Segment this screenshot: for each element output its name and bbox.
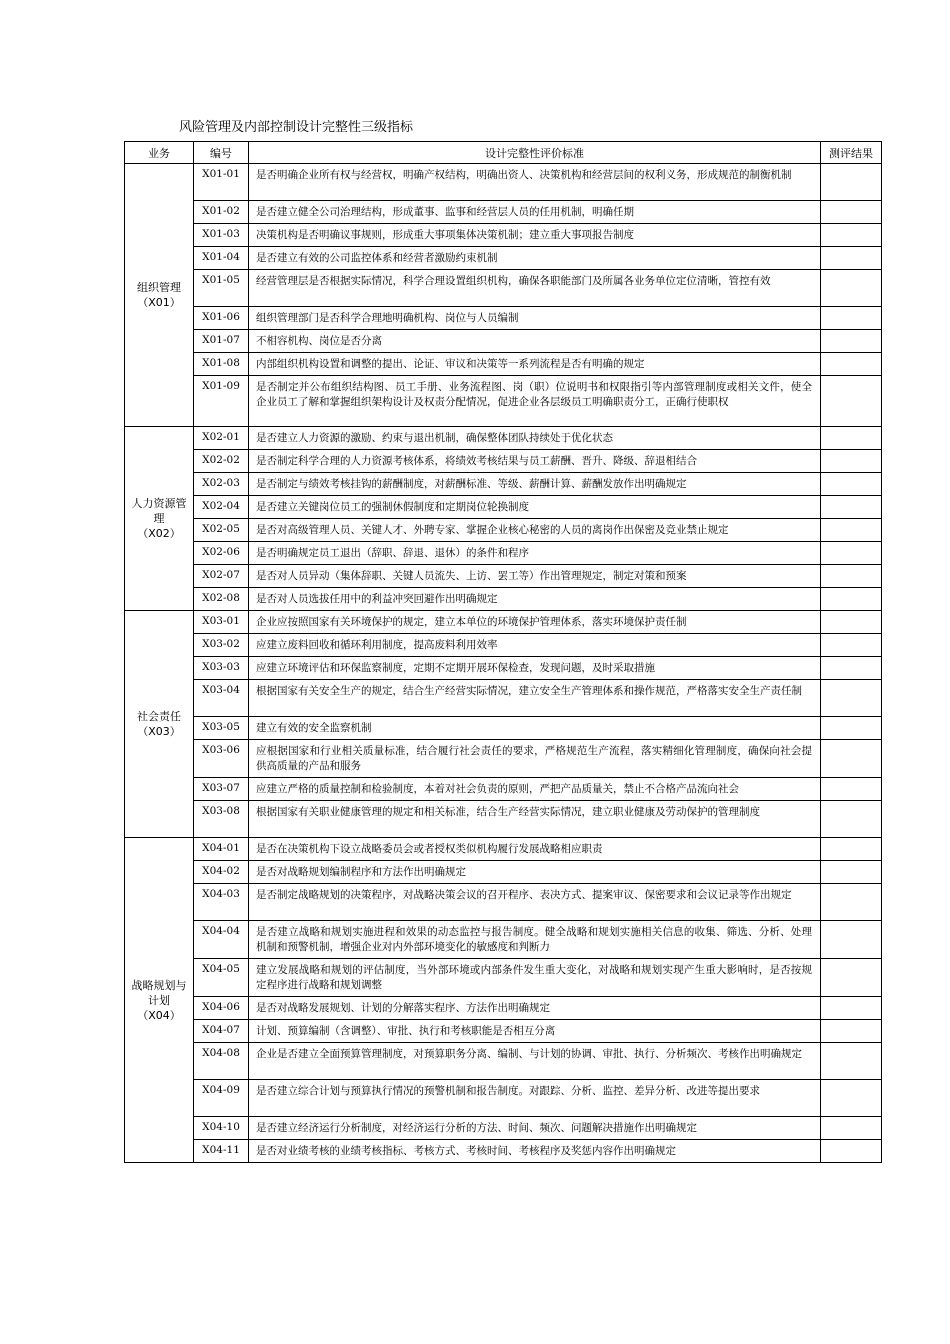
result-cell[interactable] xyxy=(821,307,882,330)
business-name: 战略规划与计划 xyxy=(131,978,187,1007)
indicator-code: X04-02 xyxy=(194,861,249,884)
result-cell[interactable] xyxy=(821,450,882,473)
business-code: （X02） xyxy=(137,527,181,540)
table-row xyxy=(125,861,882,884)
result-cell[interactable] xyxy=(821,1117,882,1140)
indicator-code: X03-08 xyxy=(194,801,249,838)
table-row xyxy=(125,717,882,740)
indicator-code: X02-04 xyxy=(194,496,249,519)
table-row xyxy=(125,542,882,565)
criteria-text: 是否建立经济运行分析制度，对经济运行分析的方法、时间、频次、问题解决措施作出明确规定 xyxy=(249,1117,821,1140)
business-cell xyxy=(125,838,194,1163)
header-result: 测评结果 xyxy=(821,142,882,164)
result-cell[interactable] xyxy=(821,1140,882,1163)
business-code: （X04） xyxy=(137,1008,181,1022)
result-cell[interactable] xyxy=(821,519,882,542)
result-cell[interactable] xyxy=(821,778,882,801)
result-cell[interactable] xyxy=(821,330,882,353)
criteria-text: 是否建立有效的公司监控体系和经营者激励约束机制 xyxy=(249,247,821,270)
indicator-code: X04-01 xyxy=(194,838,249,861)
result-cell[interactable] xyxy=(821,376,882,427)
criteria-text: 是否制定与绩效考核挂钩的薪酬制度，对薪酬标准、等级、薪酬计算、薪酬发放作出明确规定 xyxy=(249,473,821,496)
header-row xyxy=(125,142,882,164)
indicator-code: X02-05 xyxy=(194,519,249,542)
criteria-text: 组织管理部门是否科学合理地明确机构、岗位与人员编制 xyxy=(249,307,821,330)
table-row xyxy=(125,270,882,307)
indicator-code: X02-01 xyxy=(194,427,249,450)
table-row xyxy=(125,634,882,657)
table-row xyxy=(125,473,882,496)
result-cell[interactable] xyxy=(821,542,882,565)
criteria-text: 内部组织机构设置和调整的提出、论证、审议和决策等一系列流程是否有明确的规定 xyxy=(249,353,821,376)
result-cell[interactable] xyxy=(821,1020,882,1043)
criteria-text: 是否建立人力资源的激励、约束与退出机制，确保整体团队持续处于优化状态 xyxy=(249,427,821,450)
result-cell[interactable] xyxy=(821,201,882,224)
table-row xyxy=(125,838,882,861)
table-row xyxy=(125,201,882,224)
table-row xyxy=(125,1140,882,1163)
table-body xyxy=(125,164,882,1163)
criteria-text: 是否对战略规划编制程序和方法作出明确规定 xyxy=(249,861,821,884)
criteria-text: 应根据国家和行业相关质量标准，结合履行社会责任的要求，严格规范生产流程，落实精细化管理制度，确保向社会提供高质量的产品和服务 xyxy=(249,740,821,778)
indicator-code: X01-01 xyxy=(194,164,249,201)
business-name: 人力资源管理 xyxy=(131,497,187,525)
criteria-text: 决策机构是否明确议事规则，形成重大事项集体决策机制；建立重大事项报告制度 xyxy=(249,224,821,247)
indicator-code: X03-03 xyxy=(194,657,249,680)
table-row xyxy=(125,376,882,427)
criteria-text: 是否建立综合计划与预算执行情况的预警机制和报告制度。对跟踪、分析、监控、差异分析、改进等提出要求 xyxy=(249,1080,821,1117)
indicator-code: X01-03 xyxy=(194,224,249,247)
result-cell[interactable] xyxy=(821,224,882,247)
result-cell[interactable] xyxy=(821,717,882,740)
result-cell[interactable] xyxy=(821,838,882,861)
result-cell[interactable] xyxy=(821,427,882,450)
indicator-code: X04-07 xyxy=(194,1020,249,1043)
indicator-code: X01-04 xyxy=(194,247,249,270)
criteria-text: 根据国家有关安全生产的规定，结合生产经营实际情况，建立安全生产管理体系和操作规范，严格落实安全生产责任制 xyxy=(249,680,821,717)
business-cell xyxy=(125,164,194,427)
criteria-text: 是否对人员异动（集体辞职、关键人员流失、上访、罢工等）作出管理规定，制定对策和预案 xyxy=(249,565,821,588)
indicator-code: X02-07 xyxy=(194,565,249,588)
indicator-code: X03-05 xyxy=(194,717,249,740)
business-code: （X01） xyxy=(137,296,181,309)
table-row xyxy=(125,801,882,838)
table-row xyxy=(125,921,882,959)
indicator-code: X04-04 xyxy=(194,921,249,959)
criteria-text: 应建立废料回收和循环利用制度，提高废料利用效率 xyxy=(249,634,821,657)
table-row xyxy=(125,1043,882,1080)
business-cell xyxy=(125,611,194,838)
criteria-text: 应建立严格的质量控制和检验制度，本着对社会负责的原则，严把产品质量关，禁止不合格产品流向社会 xyxy=(249,778,821,801)
result-cell[interactable] xyxy=(821,959,882,997)
indicator-code: X03-01 xyxy=(194,611,249,634)
table-row xyxy=(125,247,882,270)
table-row xyxy=(125,778,882,801)
table-row xyxy=(125,1080,882,1117)
result-cell[interactable] xyxy=(821,611,882,634)
table-row xyxy=(125,884,882,921)
criteria-text: 是否明确企业所有权与经营权，明确产权结构，明确出资人、决策机构和经营层间的权利义务，形成规范的制衡机制 xyxy=(249,164,821,201)
header-business: 业务 xyxy=(125,142,194,164)
result-cell[interactable] xyxy=(821,496,882,519)
table-row xyxy=(125,450,882,473)
result-cell[interactable] xyxy=(821,353,882,376)
criteria-text: 是否明确规定员工退出（辞职、辞退、退休）的条件和程序 xyxy=(249,542,821,565)
business-name: 社会责任 xyxy=(137,710,181,723)
criteria-text: 是否对战略发展规划、计划的分解落实程序、方法作出明确规定 xyxy=(249,997,821,1020)
table-row xyxy=(125,588,882,611)
indicator-code: X01-06 xyxy=(194,307,249,330)
indicator-code: X04-08 xyxy=(194,1043,249,1080)
result-cell[interactable] xyxy=(821,921,882,959)
criteria-text: 是否制定并公布组织结构图、员工手册、业务流程图、岗（职）位说明书和权限指引等内部管理制度或相关文件，使全企业员工了解和掌握组织架构设计及权责分配情况，促进企业各层级员工明确职责分工，正确行使职权 xyxy=(249,376,821,427)
criteria-text: 是否在决策机构下设立战略委员会或者授权类似机构履行发展战略相应职责 xyxy=(249,838,821,861)
table-row xyxy=(125,1117,882,1140)
indicator-code: X01-05 xyxy=(194,270,249,307)
result-cell[interactable] xyxy=(821,657,882,680)
table-row xyxy=(125,496,882,519)
business-cell xyxy=(125,427,194,611)
criteria-text: 是否制定战略规划的决策程序，对战略决策会议的召开程序、表决方式、提案审议、保密要求和会议记录等作出规定 xyxy=(249,884,821,921)
criteria-text: 是否对高级管理人员、关键人才、外聘专家、掌握企业核心秘密的人员的离岗作出保密及竞业禁止规定 xyxy=(249,519,821,542)
table-row xyxy=(125,353,882,376)
result-cell[interactable] xyxy=(821,680,882,717)
indicator-code: X01-09 xyxy=(194,376,249,427)
table-row xyxy=(125,565,882,588)
criteria-text: 建立发展战略和规划的评估制度，当外部环境或内部条件发生重大变化，对战略和规划实现产生重大影响时，是否按规定程序进行战略和规划调整 xyxy=(249,959,821,997)
criteria-text: 根据国家有关职业健康管理的规定和相关标准，结合生产经营实际情况，建立职业健康及劳动保护的管理制度 xyxy=(249,801,821,838)
indicator-table xyxy=(124,141,882,1163)
table-row xyxy=(125,959,882,997)
criteria-text: 不相容机构、岗位是否分离 xyxy=(249,330,821,353)
table-row xyxy=(125,519,882,542)
result-cell[interactable] xyxy=(821,270,882,307)
page-title: 风险管理及内部控制设计完整性三级指标 xyxy=(179,120,414,135)
criteria-text: 是否建立关键岗位员工的强制休假制度和定期岗位轮换制度 xyxy=(249,496,821,519)
indicator-code: X02-06 xyxy=(194,542,249,565)
result-cell[interactable] xyxy=(821,473,882,496)
criteria-text: 是否建立战略和规划实施进程和效果的动态监控与报告制度。健全战略和规划实施相关信息的收集、筛选、分析、处理机制和预警机制，增强企业对内外部环境变化的敏感度和判断力 xyxy=(249,921,821,959)
result-cell[interactable] xyxy=(821,164,882,201)
indicator-code: X04-05 xyxy=(194,959,249,997)
result-cell[interactable] xyxy=(821,861,882,884)
business-code: （X03） xyxy=(137,725,181,738)
table-row xyxy=(125,611,882,634)
criteria-text: 建立有效的安全监察机制 xyxy=(249,717,821,740)
header-criteria: 设计完整性评价标准 xyxy=(249,142,821,164)
criteria-text: 是否对人员选拔任用中的利益冲突回避作出明确规定 xyxy=(249,588,821,611)
table-row xyxy=(125,307,882,330)
indicator-code: X04-11 xyxy=(194,1140,249,1163)
indicator-code: X03-02 xyxy=(194,634,249,657)
indicator-code: X01-08 xyxy=(194,353,249,376)
table-row xyxy=(125,427,882,450)
result-cell[interactable] xyxy=(821,588,882,611)
business-name: 组织管理 xyxy=(137,281,181,294)
result-cell[interactable] xyxy=(821,801,882,838)
indicator-code: X02-03 xyxy=(194,473,249,496)
result-cell[interactable] xyxy=(821,565,882,588)
indicator-code: X02-08 xyxy=(194,588,249,611)
result-cell[interactable] xyxy=(821,1080,882,1117)
result-cell[interactable] xyxy=(821,740,882,778)
criteria-text: 是否建立健全公司治理结构，形成董事、监事和经营层人员的任用机制，明确任期 xyxy=(249,201,821,224)
criteria-text: 企业应按照国家有关环境保护的规定，建立本单位的环境保护管理体系，落实环境保护责任制 xyxy=(249,611,821,634)
criteria-text: 是否对业绩考核的业绩考核指标、考核方式、考核时间、考核程序及奖惩内容作出明确规定 xyxy=(249,1140,821,1163)
table-row xyxy=(125,997,882,1020)
result-cell[interactable] xyxy=(821,884,882,921)
table-row xyxy=(125,740,882,778)
criteria-text: 应建立环境评估和环保监察制度，定期不定期开展环保检查，发现问题，及时采取措施 xyxy=(249,657,821,680)
result-cell[interactable] xyxy=(821,997,882,1020)
indicator-code: X04-06 xyxy=(194,997,249,1020)
result-cell[interactable] xyxy=(821,1043,882,1080)
indicator-code: X01-07 xyxy=(194,330,249,353)
header-code: 编号 xyxy=(194,142,249,164)
table-row xyxy=(125,224,882,247)
indicator-code: X03-06 xyxy=(194,740,249,778)
criteria-text: 计划、预算编制（含调整）、审批、执行和考核职能是否相互分离 xyxy=(249,1020,821,1043)
indicator-code: X03-04 xyxy=(194,680,249,717)
indicator-code: X02-02 xyxy=(194,450,249,473)
indicator-code: X04-10 xyxy=(194,1117,249,1140)
criteria-text: 企业是否建立全面预算管理制度，对预算职务分离、编制、与计划的协调、审批、执行、分析频次、考核作出明确规定 xyxy=(249,1043,821,1080)
indicator-code: X01-02 xyxy=(194,201,249,224)
criteria-text: 是否制定科学合理的人力资源考核体系，将绩效考核结果与员工薪酬、晋升、降级、辞退相结合 xyxy=(249,450,821,473)
table-row xyxy=(125,1020,882,1043)
table-row xyxy=(125,330,882,353)
table-row xyxy=(125,164,882,201)
result-cell[interactable] xyxy=(821,247,882,270)
table-row xyxy=(125,680,882,717)
table-row xyxy=(125,657,882,680)
indicator-code: X04-09 xyxy=(194,1080,249,1117)
indicator-code: X03-07 xyxy=(194,778,249,801)
result-cell[interactable] xyxy=(821,634,882,657)
indicator-code: X04-03 xyxy=(194,884,249,921)
criteria-text: 经营管理层是否根据实际情况，科学合理设置组织机构，确保各职能部门及所属各业务单位定位清晰，管控有效 xyxy=(249,270,821,307)
